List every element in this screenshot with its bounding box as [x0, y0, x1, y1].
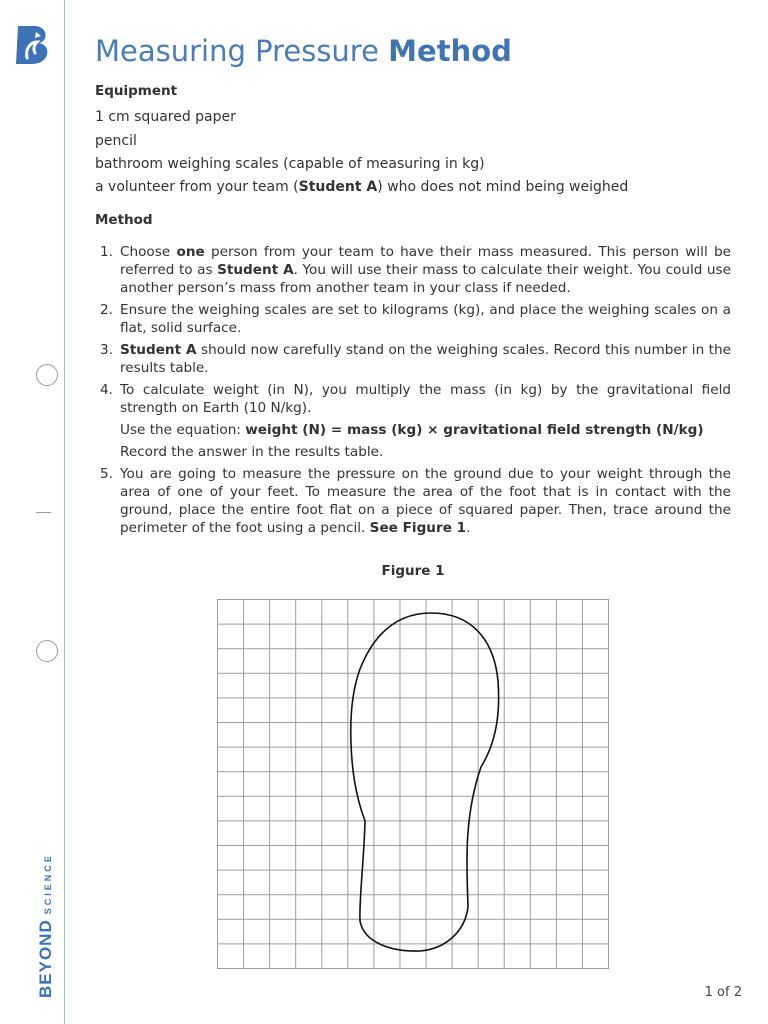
method-step-5: 5. You are going to measure the pressure on the ground due to your weight through the area of one of your feet. To measure the area of the foot that is in contact with the ground, place the entire foot flat on a piece of squared paper. Then, trace around the perimeter of the foot using a pencil. See Figure 1. [100, 466, 731, 536]
figure-caption: Figure 1 [381, 563, 445, 579]
foot-outline [351, 613, 499, 951]
equipment-item: a volunteer from your team (Student A) who does not mind being weighed [95, 179, 629, 195]
page-title [95, 34, 512, 68]
binder-hole-top [36, 364, 58, 386]
method-heading: Method [95, 212, 153, 228]
page-number: 1 of 2 [704, 985, 742, 1000]
method-step-3: 3. Student A should now carefully stand on the weighing scales. Record this number in the results table. [100, 342, 731, 376]
squared-paper-figure [217, 599, 609, 969]
method-step-1: 1. Choose one person from your team to have their mass measured. This person will be referred to as Student A. You will use their mass to calculate their weight. You could use another person’s mass from another team in your class if needed. [100, 244, 731, 296]
margin-line [64, 0, 65, 1024]
brand-vertical-text [36, 853, 56, 998]
title-bold: Method [388, 34, 512, 68]
record-line: Record the answer in the results table. [120, 444, 384, 460]
brand-word-beyond: BEYOND [36, 919, 55, 998]
equipment-item: pencil [95, 133, 137, 149]
method-step-2: 2. Ensure the weighing scales are set to kilograms (kg), and place the weighing scales on a flat, solid surface. [100, 302, 731, 336]
grid-lines [217, 599, 609, 969]
method-step-4: 4. To calculate weight (in N), you multiply the mass (in kg) by the gravitational field strength on Earth (10 N/kg). Use the equation: weight (N) = mass (kg) × gravitational field strength (N/kg) Record the answer in the results table. [100, 382, 731, 460]
title-main: Measuring Pressure [95, 34, 379, 68]
center-tick-mark [36, 512, 51, 513]
method-steps [95, 243, 731, 541]
equipment-item: 1 cm squared paper [95, 109, 236, 125]
equipment-item: bathroom weighing scales (capable of measuring in kg) [95, 156, 485, 172]
equation-line: Use the equation: weight (N) = mass (kg) × gravitational field strength (N/kg) [120, 422, 704, 438]
beyond-logo-icon [14, 22, 52, 66]
brand-word-science: SCIENCE [43, 853, 53, 915]
equipment-heading: Equipment [95, 83, 178, 99]
binder-hole-bottom [36, 640, 58, 662]
